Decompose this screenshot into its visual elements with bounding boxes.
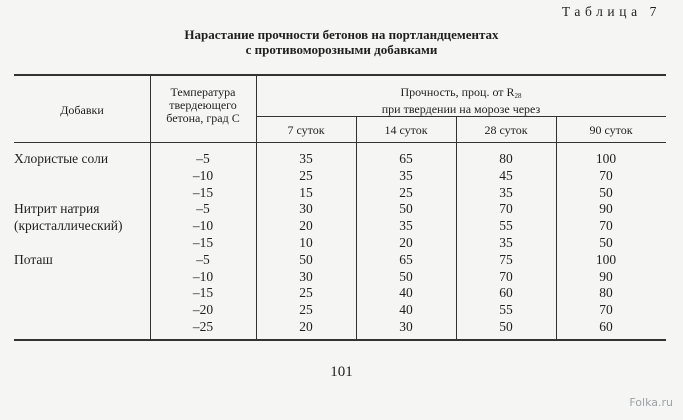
strength-cell: 70: [599, 167, 613, 183]
header-period: 7 суток: [287, 123, 325, 137]
header-period: 28 суток: [484, 123, 528, 137]
strength-cell: 35: [299, 151, 313, 166]
column-divider: [556, 116, 557, 339]
header-strength-line: при твердении на морозе через: [381, 102, 541, 116]
strength-cell: 90: [599, 201, 613, 217]
strength-cell: 60: [499, 285, 513, 301]
temperature-cell: –15: [192, 184, 214, 200]
column-divider: [456, 116, 457, 339]
strength-subheader-rule: [256, 116, 666, 117]
strength-cell: 100: [595, 151, 617, 166]
temperature-cell: –5: [196, 201, 210, 217]
strength-cell: 10: [299, 235, 313, 250]
strength-cell: 30: [299, 268, 313, 284]
strength-cell: 100: [595, 251, 617, 267]
strength-cell: 70: [499, 201, 513, 217]
header-period: 90 суток: [589, 123, 633, 137]
header-strength-line: [256, 86, 666, 103]
temperature-cell: –20: [192, 302, 214, 318]
strength-cell: 50: [299, 251, 313, 267]
strength-cell: 90: [599, 268, 613, 284]
strength-cell: 20: [299, 218, 313, 234]
strength-cell: 55: [499, 218, 513, 234]
strength-cell: 50: [599, 235, 613, 250]
additive-cell: Хлористые соли: [14, 151, 109, 166]
strength-cell: 55: [499, 302, 513, 318]
strength-cell: 25: [299, 302, 313, 318]
strength-cell: 20: [399, 235, 413, 250]
strength-cell: 50: [399, 201, 413, 217]
header-temperature-line: Температура: [170, 85, 236, 99]
strength-cell: 40: [399, 285, 413, 301]
strength-cell: 80: [499, 151, 513, 166]
strength-cell: 25: [299, 285, 313, 301]
additive-cell: Нитрит натрия: [14, 201, 100, 217]
temperature-cell: –5: [196, 251, 210, 267]
table-bottom-rule: [14, 339, 666, 341]
temperature-cell: –10: [192, 167, 214, 183]
strength-cell: 35: [499, 235, 513, 250]
strength-cell: 80: [599, 285, 613, 301]
strength-cell: 70: [499, 268, 513, 284]
temperature-cell: –10: [192, 218, 214, 234]
strength-cell: 35: [399, 167, 413, 183]
table-title-line-2: с противоморозными добавками: [245, 42, 438, 57]
table-top-rule: [14, 74, 666, 76]
temperature-cell: –5: [196, 151, 210, 166]
header-temperature-line: бетона, град С: [166, 111, 240, 125]
strength-cell: 20: [299, 319, 313, 334]
strength-cell: 30: [299, 201, 313, 217]
strength-cell: 50: [499, 319, 513, 334]
header-period: 14 суток: [384, 123, 428, 137]
strength-cell: 65: [399, 251, 413, 267]
temperature-cell: –10: [192, 268, 214, 284]
strength-cell: 70: [599, 302, 613, 318]
header-temperature-line: твердеющего: [169, 98, 237, 112]
strength-cell: 35: [499, 184, 513, 200]
temperature-cell: –15: [192, 285, 214, 301]
strength-cell: 75: [499, 251, 513, 267]
strength-cell: 35: [399, 218, 413, 234]
table-title-line-1: Нарастание прочности бетонов на портландцементах: [184, 27, 499, 42]
watermark: Folka.ru: [629, 396, 673, 409]
column-divider: [356, 116, 357, 339]
temperature-cell: –25: [192, 319, 214, 334]
header-additives: Добавки: [60, 103, 104, 117]
header-strength-subscript: 28: [514, 92, 522, 100]
additive-cell: (кристаллический): [14, 218, 123, 234]
header-temperature: [150, 86, 256, 125]
header-bottom-rule: [14, 142, 666, 143]
strength-cell: 45: [499, 167, 513, 183]
strength-cell: 50: [599, 184, 613, 200]
strength-cell: 50: [399, 268, 413, 284]
temperature-cell: –15: [192, 235, 214, 250]
strength-cell: 25: [299, 167, 313, 183]
strength-cell: 70: [599, 218, 613, 234]
strength-cell: 15: [299, 184, 313, 200]
page-number: 101: [330, 364, 353, 380]
strength-cell: 40: [399, 302, 413, 318]
strength-cell: 30: [399, 319, 413, 334]
header-strength-prefix: Прочность, проц. от R: [400, 85, 515, 99]
strength-cell: 60: [599, 319, 613, 334]
strength-cell: 25: [399, 184, 413, 200]
additive-cell: Поташ: [14, 251, 53, 267]
header-strength: [256, 86, 666, 116]
table-caption: Таблица 7: [561, 4, 661, 19]
strength-cell: 65: [399, 151, 413, 166]
